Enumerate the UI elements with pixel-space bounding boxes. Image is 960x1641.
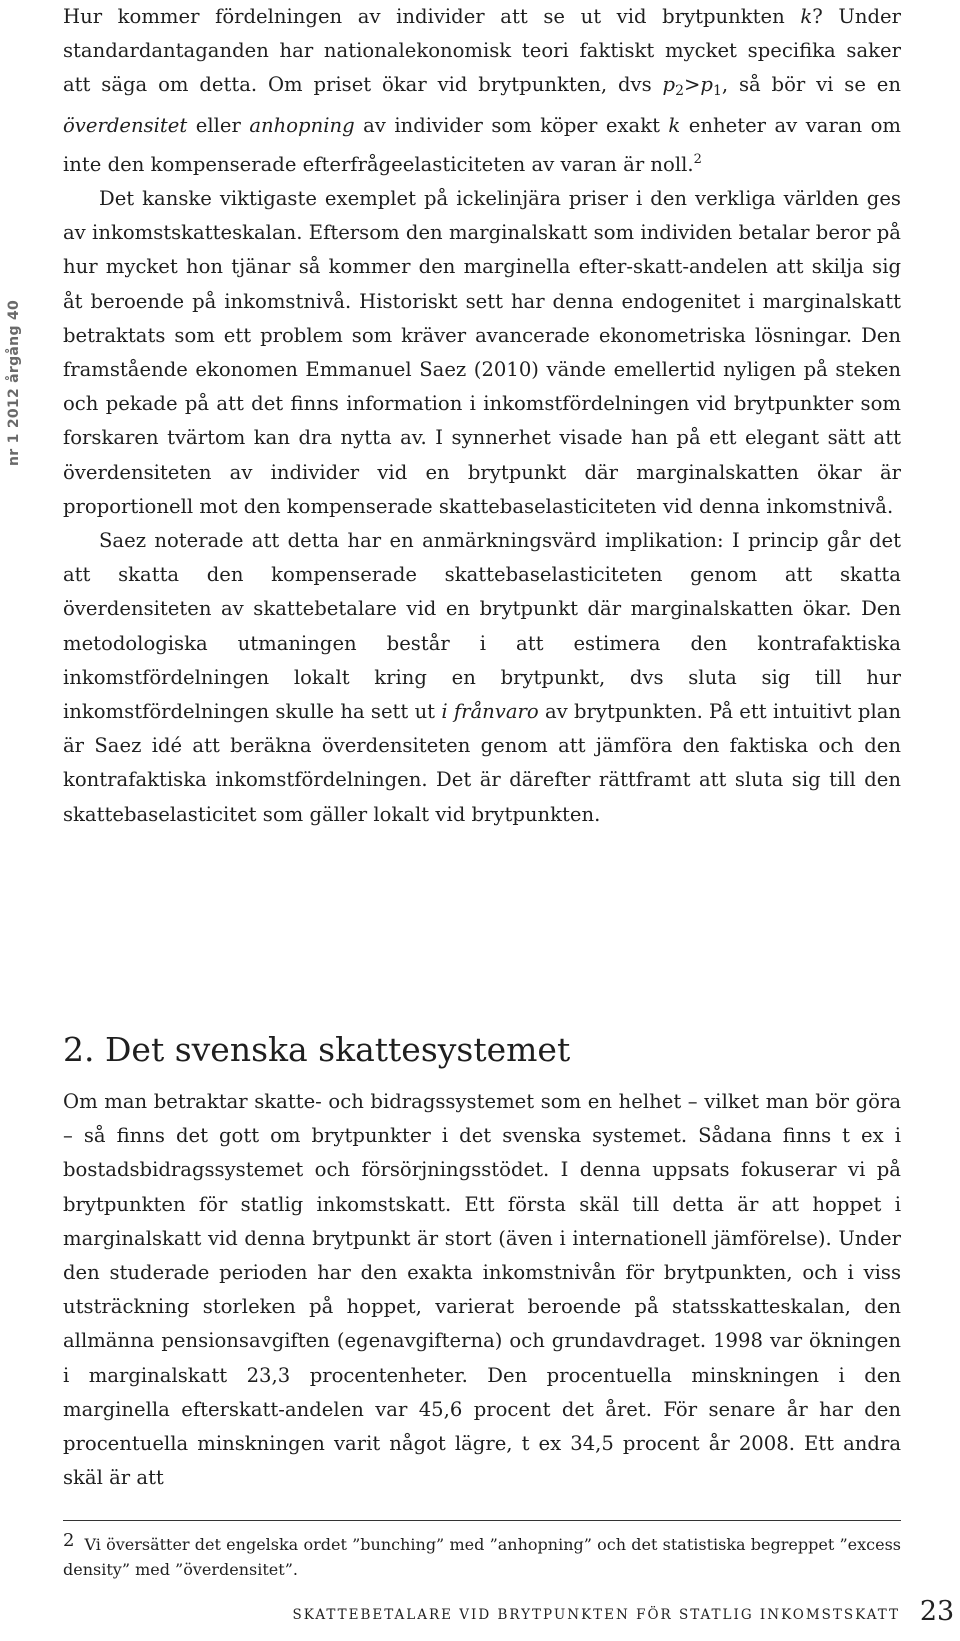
footnote <box>63 1528 901 1582</box>
section-text <box>63 1085 901 1495</box>
footnote-text: Vi översätter det engelska ordet ”bunching” med ”anhopning” och det statistiska begreppet ”excess density” med ”överdensitet”. <box>63 1535 901 1579</box>
body-text <box>63 0 901 832</box>
paragraph-3: Saez noterade att detta har en anmärkningsvärd implikation: I princip går det att skatta den kompenserade skattebaselasticiteten genom att skatta överdensiteten av skattebetalare vid en brytpunkt där marginalskatten ökar. Den metodologiska utmaningen består i att estimera den kontrafaktiska inkomstfördelningen lokalt kring en brytpunkt, dvs sluta sig till hur inkomstfördelningen skulle ha sett ut i frånvaro av brytpunkten. På ett intuitivt plan är Saez idé att beräkna överdensiteten genom att jämföra den faktiska och den kontrafaktiska inkomstfördelningen. Det är därefter rättframt att sluta sig till den skattebaselasticitet som gäller lokalt vid brytpunkten. <box>63 529 902 826</box>
journal-issue-label: nr 1 2012 årgång 40 <box>6 299 23 467</box>
section-paragraph: Om man betraktar skatte- och bidragssystemet som en helhet – vilket man bör göra – så finns det gott om brytpunkter i det svenska systemet. Sådana finns t ex i bostadsbidragssystemet och försörjningsstödet. I denna uppsats fokuserar vi på brytpunkten för statlig inkomstskatt. Ett första skäl till detta är att hoppet i marginalskatt vid denna brytpunkt är stort (även i internationell jämförelse). Under den studerade perioden har den exakta inkomstnivån för brytpunkten, och i viss utsträckning storleken på hoppet, varierat beroende på statsskatteskalan, den allmänna pensionsavgiften (egenavgifterna) och grundavdraget. 1998 var ökningen i marginalskatt 23,3 procentenheter. Den procentuella minskningen i den marginella efterskatt-andelen var 45,6 procent det året. För senare år har den procentuella minskningen varit något lägre, t ex 34,5 procent år 2008. Ett andra skäl är att <box>63 1090 901 1490</box>
footnote-mark: 2 <box>63 1530 75 1551</box>
page-number: 23 <box>919 1596 955 1627</box>
paragraph-2: Det kanske viktigaste exemplet på ickelinjära priser i den verkliga världen ges av inkomstskatteskalan. Eftersom den marginalskatt som individen betalar beror på hur mycket hon tjänar så kommer den marginella efter-skatt-andelen att skilja sig åt beroende på inkomstnivå. Historiskt sett har denna endogenitet i marginalskatt betraktats som ett problem som kräver avancerade ekonometriska lösningar. Den framstående ekonomen Emmanuel Saez (2010) vände emellertid nyligen på steken och pekade på att det finns information i inkomstfördelningen vid brytpunkter som forskaren tvärtom kan dra nytta av. I synnerhet visade han på ett elegant sätt att överdensiteten av individer vid en brytpunkt där marginalskatten ökar är proportionell mot den kompenserade skattebaselasticiteten vid denna inkomstnivå. <box>63 187 901 518</box>
section-heading: 2. Det svenska skattesystemet <box>63 1030 571 1069</box>
running-footer: SKATTEBETALARE VID BRYTPUNKTEN FÖR STATLIG INKOMSTSKATT <box>292 1607 900 1623</box>
paragraph-1: Hur kommer fördelningen av individer att se ut vid brytpunkten k? Under standardantaganden har nationalekonomisk teori faktiskt mycket specifika saker att säga om detta. Om priset ökar vid brytpunkten, dvs $p_2>p_1$, så bör vi se en överdensitet eller anhopning av individer som köper exakt k enheter av varan om inte den kompenserade efterfrågeelasticiteten av varan är noll.$^2$ <box>63 5 902 176</box>
footnote-divider <box>63 1520 901 1521</box>
footnote-reference: 2 <box>693 151 702 167</box>
